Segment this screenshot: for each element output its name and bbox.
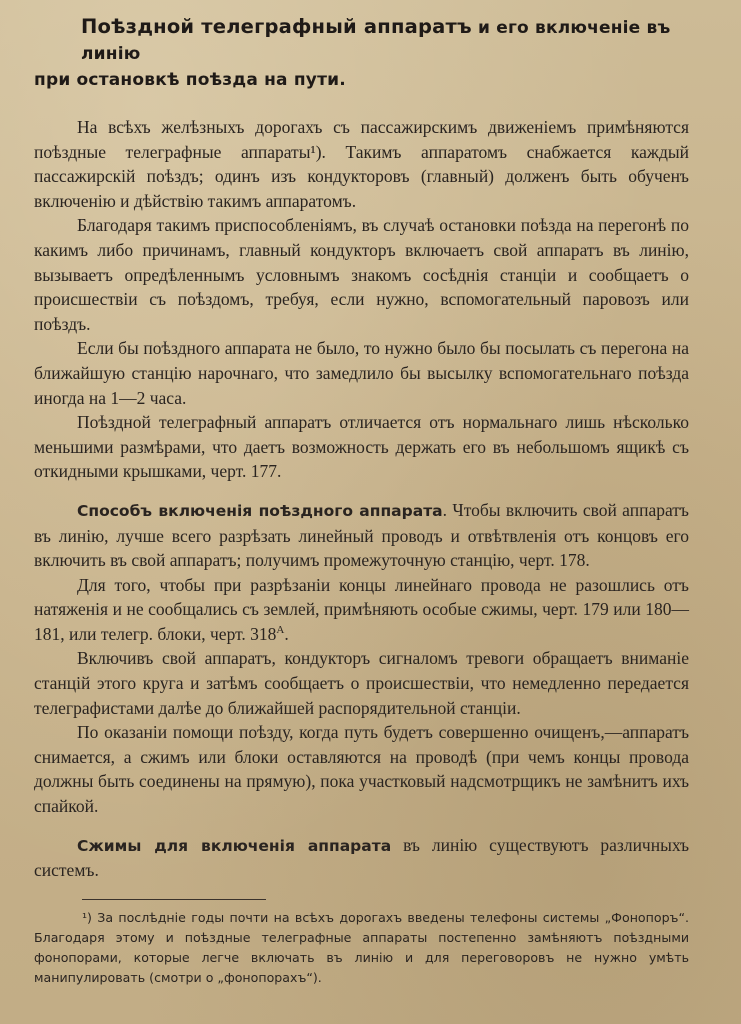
body-text	[34, 115, 689, 883]
paragraph: Поѣздной телеграфный аппаратъ отличается отъ нормальнаго лишь нѣсколько меньшими размѣрами, что даетъ возможность держать его въ небольшомъ ящикѣ съ откидными крышками, черт. 177.	[34, 412, 689, 482]
heading-line-2: при остановкѣ поѣзда на пути.	[34, 70, 346, 90]
heading-main-title: Поѣздной телеграфный аппаратъ	[81, 15, 472, 38]
superscript-marker: А	[276, 624, 285, 637]
paragraph: Благодаря такимъ приспособленіямъ, въ случаѣ остановки поѣзда на перегонѣ по какимъ либо причинамъ, главный кондукторъ включаетъ свой аппаратъ въ линію, вызываетъ опредѣленнымъ условнымъ знакомъ сосѣднія станціи и сообщаетъ о происшествіи съ поѣздомъ, требуя, если нужно, вспомогательный паровозъ или поѣздъ.	[34, 215, 689, 334]
footnote-divider	[82, 899, 266, 900]
footnote-text: За послѣдніе годы почти на всѣхъ дорогахъ введены телефоны системы „Фонопоръ“. Благодаря этому и поѣздные телеграфные аппараты постепенно замѣняютъ поѣздными фонопорами, которые легче включать въ линію и для переговоровъ не нужно умѣть манипулировать (смотри о „фонопорахъ“).	[34, 909, 689, 985]
paragraph: Если бы поѣздного аппарата не было, то нужно было бы посылать съ перегона на ближайшую станцію нарочнаго, что замедлило бы высылку вспомогательнаго поѣзда иногда на 1—2 часа.	[34, 338, 689, 408]
footnote-reference: ¹)	[310, 141, 322, 162]
footnotes	[34, 908, 689, 988]
paragraph: Для того, чтобы при разрѣзаніи концы линейнаго провода не разошлись отъ натяженія и не сообщались съ землей, примѣняють особые сжимы, черт. 179 или 180—181, или телегр. блоки, черт. $318^А$.	[34, 574, 689, 644]
paragraph: По оказаніи помощи поѣзду, когда путь будетъ совершенно очищенъ,—аппаратъ снимается, а сжимъ или блоки оставляются на проводѣ (при чемъ концы провода должны быть соединены на прямую), пока участковый надсмотрщикъ не замѣнитъ ихъ спайкой.	[34, 722, 689, 817]
paragraph: Способъ включенія поѣздного аппарата. Чтобы включить свой аппаратъ въ линію, лучше всего разрѣзать линейный проводъ и отвѣтвленія отъ концовъ его включить въ свой аппаратъ; получимъ промежуточную станцію, черт. 178.	[34, 499, 689, 571]
paragraph: Сжимы для включенія аппарата въ линію существуютъ различныхъ системъ.	[34, 834, 689, 881]
heading-subtitle: и его включеніе въ линію	[81, 18, 671, 64]
heading-line-1	[34, 14, 689, 67]
footnote	[34, 908, 689, 988]
paragraph: Включивъ свой аппаратъ, кондукторъ сигналомъ тревоги обращаетъ вниманіе станцій этого круга и затѣмъ сообщаетъ о происшествіи, что немедленно передается телеграфистами далѣе до ближайшей распорядительной станціи.	[34, 648, 689, 718]
footnote-marker: ¹)	[82, 909, 92, 925]
paragraph-lead-heading: Сжимы для включенія аппарата	[77, 836, 392, 855]
paragraph: На всѣхъ желѣзныхъ дорогахъ съ пассажирскимъ движеніемъ примѣняются поѣздные телеграфные аппараты¹). Такимъ аппаратомъ снабжается каждый пассажирскій поѣздъ; одинъ изъ кондукторовъ (главный) долженъ быть обученъ включенію и дѣйствію такимъ аппаратомъ.	[34, 117, 689, 211]
paragraph-lead-heading: Способъ включенія поѣздного аппарата	[77, 501, 443, 520]
section-heading	[34, 14, 689, 93]
